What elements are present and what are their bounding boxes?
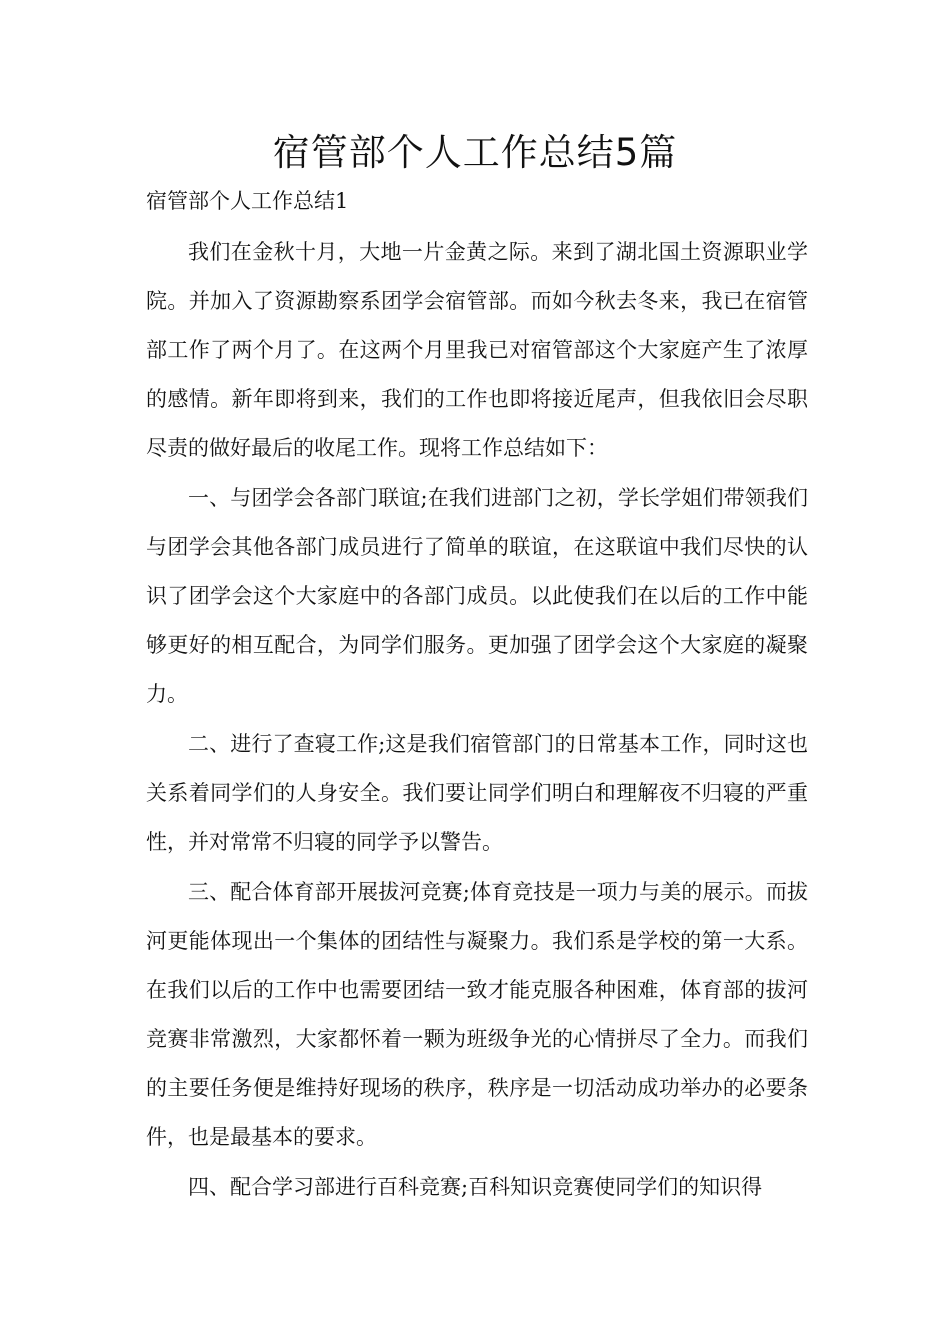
paragraph-intro: 我们在金秋十月，大地一片金黄之际。来到了湖北国土资源职业学院。并加入了资源勘察系团学会宿管部。而如今秋去冬来，我已在宿管部工作了两个月了。在这两个月里我已对宿管部这个大家庭产生了浓厚的感情。新年即将到来，我们的工作也即将接近尾声，但我依旧会尽职尽责的做好最后的收尾工作。现将工作总结如下： xyxy=(146,240,808,460)
document-title: 宿管部个人工作总结5篇 xyxy=(272,131,678,174)
section-heading: 宿管部个人工作总结1 xyxy=(146,189,349,213)
paragraph-item-1: 一、与团学会各部门联谊;在我们进部门之初，学长学姐们带领我们与团学会其他各部门成员进行了简单的联谊，在这联谊中我们尽快的认识了团学会这个大家庭中的各部门成员。以此使我们在以后的工作中能够更好的相互配合，为同学们服务。更加强了团学会这个大家庭的凝聚力。 xyxy=(146,486,808,706)
paragraph-item-3: 三、配合体育部开展拔河竞赛;体育竞技是一项力与美的展示。而拔河更能体现出一个集体的团结性与凝聚力。我们系是学校的第一大系。在我们以后的工作中也需要团结一致才能克服各种困难，体育部的拔河竞赛非常激烈，大家都怀着一颗为班级争光的心情拼尽了全力。而我们的主要任务便是维持好现场的秩序，秩序是一切活动成功举办的必要条件，也是最基本的要求。 xyxy=(146,880,808,1149)
paragraph-item-2: 二、进行了查寝工作;这是我们宿管部门的日常基本工作，同时这也关系着同学们的人身安全。我们要让同学们明白和理解夜不归寝的严重性，并对常常不归寝的同学予以警告。 xyxy=(146,732,808,854)
paragraph-item-4: 四、配合学习部进行百科竞赛;百科知识竞赛使同学们的知识得 xyxy=(188,1175,763,1199)
document-body xyxy=(146,228,808,1212)
